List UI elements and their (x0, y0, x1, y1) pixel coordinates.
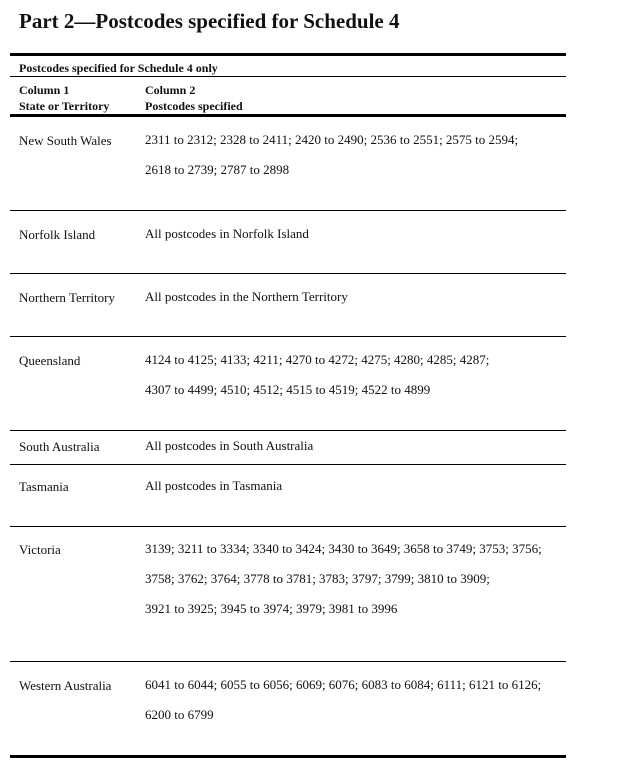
table-top-rule (10, 53, 566, 56)
row-divider (10, 526, 566, 527)
column-2-heading: Postcodes specified (145, 99, 243, 113)
postcode-line: All postcodes in the Northern Territory (145, 289, 348, 304)
row-divider (10, 464, 566, 465)
postcode-line: All postcodes in Norfolk Island (145, 226, 309, 241)
header-rule (10, 114, 566, 117)
postcode-line: 3921 to 3925; 3945 to 3974; 3979; 3981 to 3996 (145, 601, 398, 616)
column-1-header (19, 82, 109, 114)
postcode-line: 2311 to 2312; 2328 to 2411; 2420 to 2490; 2536 to 2551; 2575 to 2594; (145, 132, 519, 147)
postcodes-victoria (145, 534, 542, 624)
column-2-header (145, 82, 243, 114)
row-divider (10, 336, 566, 337)
column-2-number: Column 2 (145, 83, 196, 97)
state-south-australia: South Australia (19, 439, 100, 454)
postcodes-new-south-wales (145, 125, 518, 185)
postcode-line: 2618 to 2739; 2787 to 2898 (145, 162, 290, 177)
row-divider (10, 661, 566, 662)
table-bottom-rule (10, 755, 566, 758)
state-tasmania: Tasmania (19, 479, 69, 494)
state-victoria: Victoria (19, 542, 61, 557)
postcode-line: 3758; 3762; 3764; 3778 to 3781; 3783; 3797; 3799; 3810 to 3909; (145, 571, 490, 586)
row-divider (10, 210, 566, 211)
state-northern-territory: Northern Territory (19, 290, 115, 305)
postcodes-south-australia (145, 431, 313, 461)
state-new-south-wales: New South Wales (19, 133, 112, 148)
column-1-heading: State or Territory (19, 99, 110, 113)
state-queensland: Queensland (19, 353, 81, 368)
postcodes-tasmania (145, 471, 282, 501)
postcode-line: 3139; 3211 to 3334; 3340 to 3424; 3430 to 3649; 3658 to 3749; 3753; 3756; (145, 541, 542, 556)
postcodes-norfolk-island (145, 219, 309, 249)
postcodes-western-australia (145, 670, 541, 730)
page-title: Part 2—Postcodes specified for Schedule 4 (19, 9, 400, 33)
postcode-line: 4307 to 4499; 4510; 4512; 4515 to 4519; 4522 to 4899 (145, 382, 431, 397)
row-divider (10, 273, 566, 274)
postcodes-northern-territory (145, 282, 348, 312)
postcode-line: 6041 to 6044; 6055 to 6056; 6069; 6076; 6083 to 6084; 6111; 6121 to 6126; (145, 677, 542, 692)
table-caption: Postcodes specified for Schedule 4 only (19, 61, 218, 75)
postcode-line: All postcodes in South Australia (145, 438, 314, 453)
state-western-australia: Western Australia (19, 678, 112, 693)
postcodes-queensland (145, 345, 489, 405)
state-norfolk-island: Norfolk Island (19, 227, 96, 242)
caption-rule (10, 76, 566, 77)
postcode-line: 4124 to 4125; 4133; 4211; 4270 to 4272; 4275; 4280; 4285; 4287; (145, 352, 490, 367)
postcode-line: 6200 to 6799 (145, 707, 214, 722)
column-1-number: Column 1 (19, 83, 70, 97)
postcode-line: All postcodes in Tasmania (145, 478, 283, 493)
